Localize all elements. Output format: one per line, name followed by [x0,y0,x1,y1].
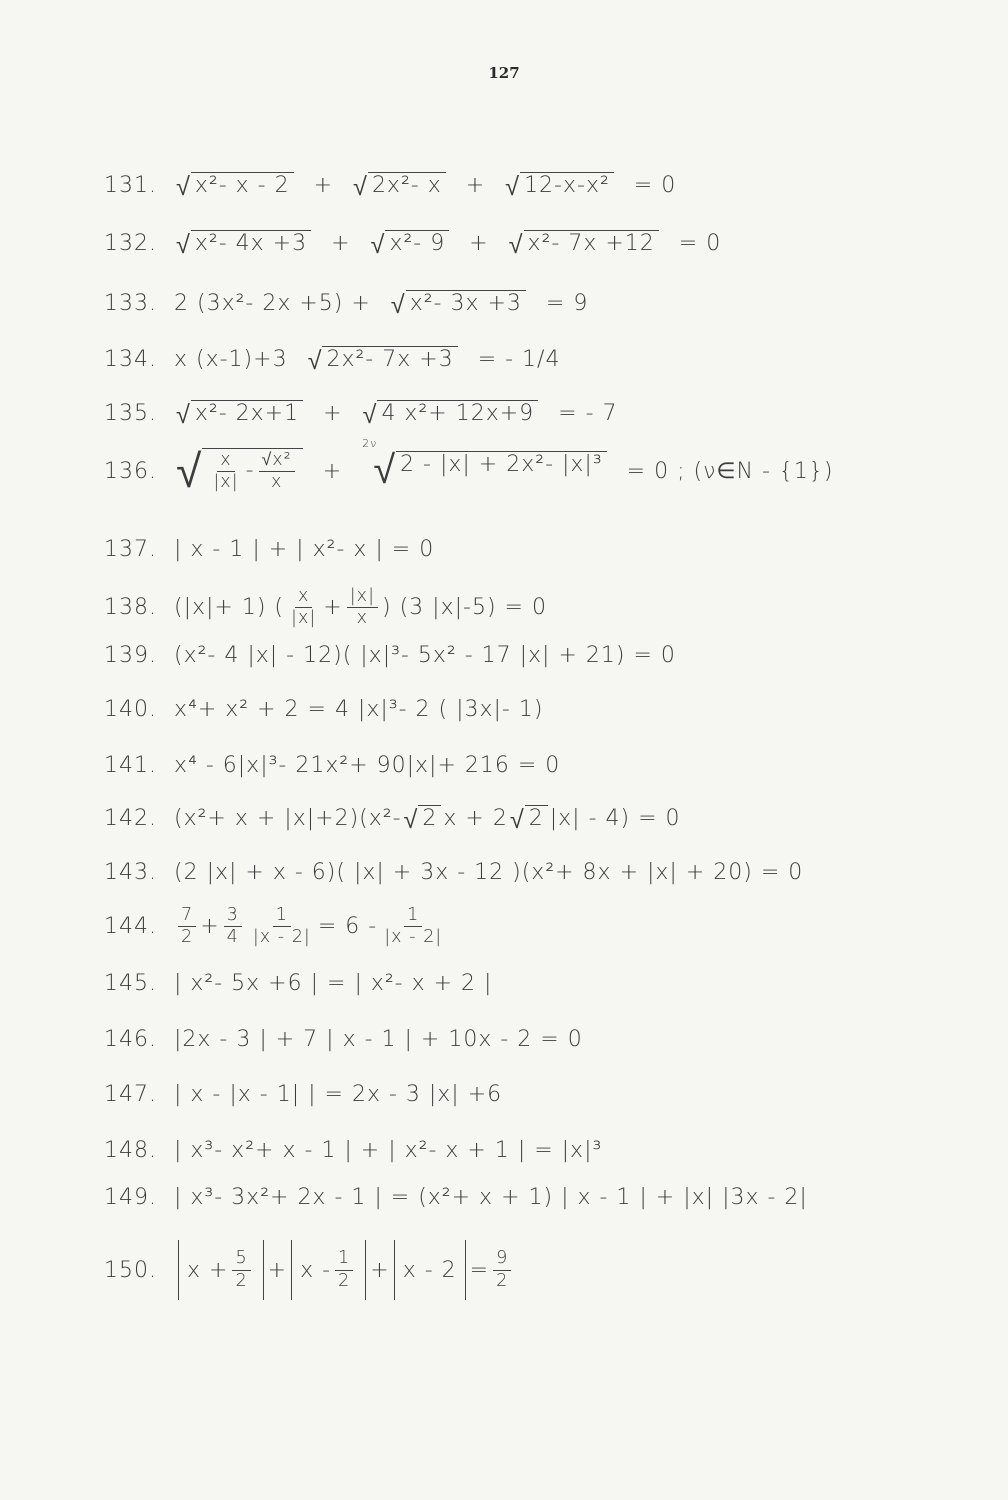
problem-number: 150. [104,1257,157,1283]
problem-147: 147. | x - |x - 1| | = 2x - 3 |x| +6 [104,1082,503,1107]
problem-number: 133. [104,291,157,317]
square-root: √ 2x²- x [353,172,446,199]
fraction: $\frac{3}{4}$ [224,905,242,948]
square-root: √ x²- 2x+1 [176,400,303,427]
problem-148: 148. | x³- x²+ x - 1 | + | x²- x + 1 | = |x|³ [104,1138,603,1163]
page-number: 127 [488,64,520,82]
problem-number: 138. [104,595,157,621]
square-root: √ 2x²- 7x +3 [308,346,458,373]
problem-number: 142. [104,806,157,832]
problem-number: 145. [104,971,157,996]
fraction: $\frac{x}{|x|}$ [291,586,317,629]
fraction: $\frac{\text{√x²}}{x}$ [259,450,295,493]
problem-141: 141. x⁴ - 6|x|³- 21x²+ 90|x|+ 216 = 0 [104,753,561,778]
problem-136: 136. √ $\frac{x}{|x|}$ - $\frac{\text{√x²}}{x}$ + 2ν √ 2 - |x| + 2x²- |x|³ = 0 ; (ν∈N - {1}) [104,437,834,498]
problem-132: 132. √ x²- 4x +3 + √ x²- 9 + √ x²- 7x +12 = 0 [104,230,722,260]
square-root: √ x²- 9 [371,230,450,257]
fraction: $\frac{x}{|x|}$ [213,449,239,493]
problem-number: 131. [104,173,157,199]
problem-number: 137. [104,537,157,562]
problem-137: 137. | x - 1 | + | x²- x | = 0 [104,537,435,562]
fraction: $\frac{1}{|x - 2|}$ [252,905,311,948]
problem-number: 148. [104,1138,157,1163]
square-root: √ 2 [510,805,548,832]
square-root: √ 12-x-x² [505,172,614,199]
nth-root: 2ν √ 2 - |x| + 2x²- |x|³ [362,451,607,491]
problem-number: 141. [104,753,157,778]
absolute-value: x - 2 [394,1240,466,1300]
square-root: √ 2 [404,805,442,832]
problem-134: 134. x (x-1)+3 √ 2x²- 7x +3 = - 1/4 [104,346,561,376]
square-root: √ x²- 3x +3 [391,290,526,317]
problem-146: 146. |2x - 3 | + 7 | x - 1 | + 10x - 2 = 0 [104,1027,583,1052]
problem-138: 138. (|x|+ 1) ( $\frac{x}{|x|}$ + $\frac{|x|}{x}$ ) (3 |x|-5) = 0 [104,586,547,629]
absolute-value: x + $\frac{5}{2}$ [178,1240,264,1300]
problem-number: 135. [104,401,157,427]
problem-number: 147. [104,1082,157,1107]
problem-139: 139. (x²- 4 |x| - 12)( |x|³- 5x² - 17 |x| + 21) = 0 [104,643,676,668]
problem-135: 135. √ x²- 2x+1 + √ 4 x²+ 12x+9 = - 7 [104,400,618,430]
problem-number: 149. [104,1185,157,1210]
absolute-value: x - $\frac{1}{2}$ [291,1240,366,1300]
fraction: $\frac{7}{2}$ [178,905,196,948]
fraction: $\frac{5}{2}$ [232,1248,250,1291]
fraction: $\frac{1}{|x - 2|}$ [384,905,443,948]
problem-150: 150. x + $\frac{5}{2}$ + x - $\frac{1}{2}$ + x - 2 = $\frac{9}{2}$ [104,1240,515,1300]
problem-149: 149. | x³- 3x²+ 2x - 1 | = (x²+ x + 1) | x - 1 | + |x| |3x - 2| [104,1185,808,1210]
problem-143: 143. (2 |x| + x - 6)( |x| + 3x - 12 )(x²+ 8x + |x| + 20) = 0 [104,860,804,885]
problem-number: 143. [104,860,157,885]
problem-number: 134. [104,347,157,373]
problem-number: 139. [104,643,157,668]
square-root: √ x²- 7x +12 [509,230,659,257]
problem-number: 146. [104,1027,157,1052]
problem-144: 144. $\frac{7}{2}$ + $\frac{3}{4}$ $\frac{1}{|x - 2|}$ = 6 - $\frac{1}{|x - 2|}$ [104,905,449,948]
problem-140: 140. x⁴+ x² + 2 = 4 |x|³- 2 ( |3x|- 1) [104,697,544,722]
problem-number: 132. [104,231,157,257]
problem-133: 133. 2 (3x²- 2x +5) + √ x²- 3x +3 = 9 [104,290,589,320]
square-root: √ 4 x²+ 12x+9 [363,400,539,427]
problem-142: 142. (x²+ x + |x|+2)(x²- √ 2 x + 2 √ 2 |x| - 4) = 0 [104,805,681,835]
problem-number: 136. [104,458,157,484]
square-root: √ x²- 4x +3 [176,230,311,257]
problem-number: 144. [104,914,157,940]
fraction: $\frac{1}{2}$ [335,1248,353,1291]
nth-root: √ $\frac{x}{|x|}$ - $\frac{\text{√x²}}{x}$ [176,448,303,494]
fraction: $\frac{9}{2}$ [493,1248,511,1291]
problem-145: 145. | x²- 5x +6 | = | x²- x + 2 | [104,971,493,996]
square-root: √ x²- x - 2 [176,172,294,199]
problem-131: 131. √ x²- x - 2 + √ 2x²- x + √ 12-x-x² = 0 [104,172,677,202]
fraction: $\frac{|x|}{x}$ [347,586,378,629]
problem-number: 140. [104,697,157,722]
